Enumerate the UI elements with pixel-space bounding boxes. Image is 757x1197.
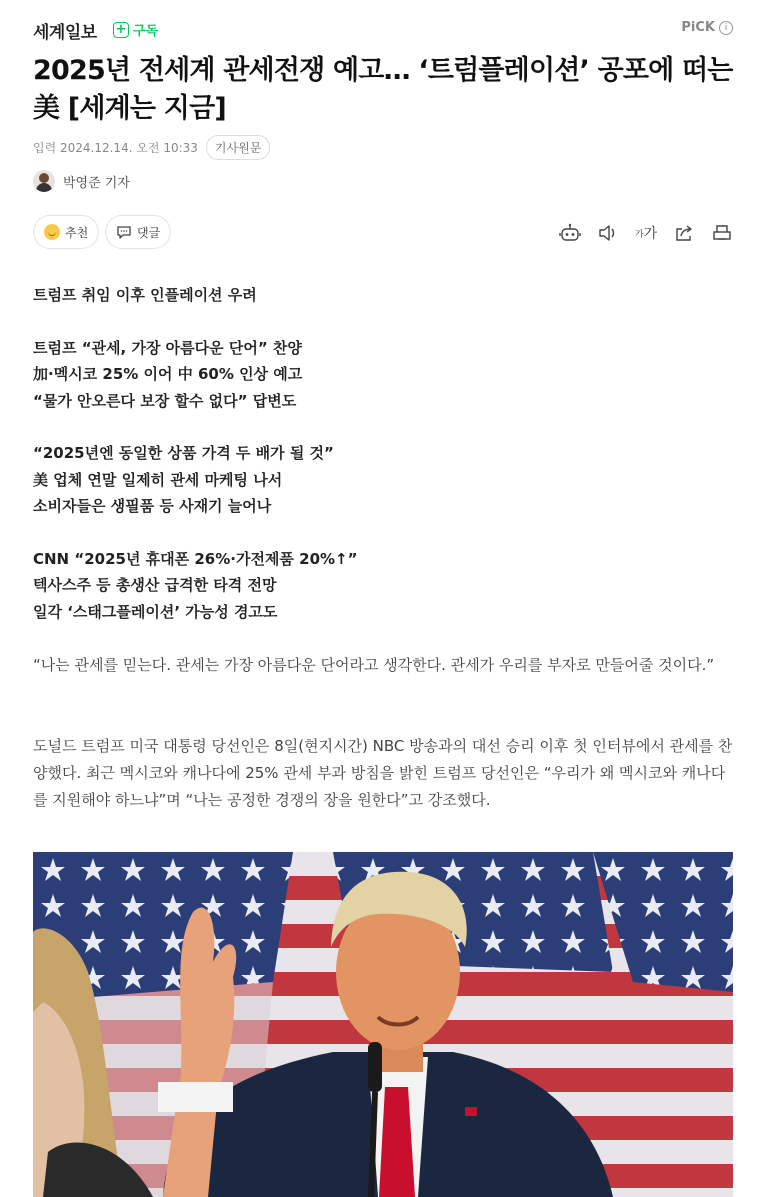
- share-icon[interactable]: [673, 223, 695, 243]
- article-tools: [559, 223, 733, 243]
- recommend-label: 추천: [65, 225, 89, 240]
- original-article-button[interactable]: 기사원문: [206, 135, 270, 160]
- press-header: [33, 18, 733, 42]
- comment-label: 댓글: [137, 225, 161, 240]
- summary-block: [33, 282, 733, 309]
- article-summary: [33, 282, 733, 651]
- reporter-name: 박영준 기자: [63, 175, 130, 191]
- summary-block: [33, 546, 733, 626]
- photo-trump-speaking: [33, 852, 733, 1197]
- speaker-icon[interactable]: [597, 223, 619, 243]
- summary-line: 트럼프 “관세, 가장 아름다운 단어” 찬양: [33, 338, 302, 357]
- summary-line: 트럼프 취임 이후 인플레이션 우려: [33, 286, 257, 304]
- publish-date: 입력 2024.12.14. 오전 10:33: [33, 141, 198, 155]
- summary-block: [33, 440, 733, 520]
- subscribe-button[interactable]: [113, 20, 158, 39]
- summary-line: 텍사스주 등 총생산 급격한 타격 전망: [33, 576, 277, 594]
- action-bar: [33, 215, 733, 251]
- reporter-avatar: [33, 170, 55, 192]
- reporter-info[interactable]: [33, 170, 130, 192]
- plus-icon: +: [113, 22, 129, 38]
- info-icon[interactable]: i: [719, 21, 733, 35]
- print-icon[interactable]: [711, 223, 733, 243]
- summary-line: “물가 안오른다 보장 할수 없다” 답변도: [33, 391, 297, 410]
- subscribe-label: 구독: [133, 24, 159, 39]
- summary-block: [33, 335, 733, 415]
- recommend-button[interactable]: [33, 215, 99, 249]
- summary-line: “2025년엔 동일한 상품 가격 두 배가 될 것”: [33, 444, 334, 462]
- pick-label: PiCK: [681, 20, 715, 35]
- article-photo[interactable]: [33, 852, 733, 1197]
- font-size-label: 가: [643, 226, 658, 242]
- press-logo[interactable]: 세계일보: [33, 23, 97, 43]
- pick-badge[interactable]: [681, 20, 733, 35]
- summary-line: CNN “2025년 휴대폰 26%·가전제품 20%↑”: [33, 549, 358, 568]
- article-paragraph: 도널드 트럼프 미국 대통령 당선인은 8일(현지시간) NBC 방송과의 대선 승리 이후 첫 인터뷰에서 관세를 찬양했다. 최근 멕시코와 캐나다에 25% 관세 부과 방침을 밝힌 트럼프 당선인은 “우리가 왜 멕시코와 캐나다를 지원해야 하느냐”며 “나는 공정한 경쟁의 장을 원한다”고 강조했다.: [33, 737, 733, 809]
- summary-line: 美 업체 연말 일제히 관세 마케팅 나서: [33, 470, 283, 489]
- comment-icon: [116, 224, 132, 240]
- article-quote: “나는 관세를 믿는다. 관세는 가장 아름다운 단어라고 생각한다. 관세가 우리를 부자로 만들어줄 것이다.”: [33, 656, 715, 674]
- article-title: 2025년 전세계 관세전쟁 예고… ‘트럼플레이션’ 공포에 떠는 美 [세계는 지금]: [33, 55, 733, 124]
- article-meta: [33, 135, 270, 160]
- summary-line: 일각 ‘스태그플레이션’ 가능성 경고도: [33, 602, 278, 621]
- summary-line: 소비자들은 생필품 등 사재기 늘어나: [33, 497, 272, 515]
- summary-line: 加·멕시코 25% 이어 中 60% 인상 예고: [33, 365, 303, 383]
- robot-icon[interactable]: [559, 223, 581, 243]
- font-size-button[interactable]: 가 가: [635, 223, 657, 243]
- smile-icon: [44, 224, 60, 240]
- comment-button[interactable]: [105, 215, 171, 249]
